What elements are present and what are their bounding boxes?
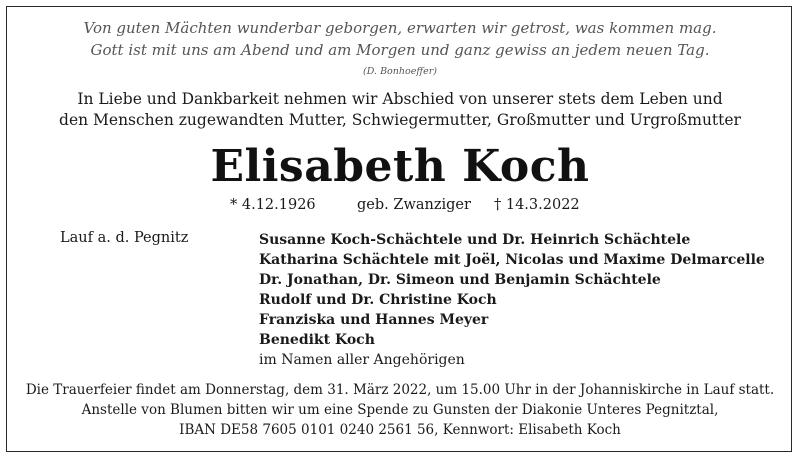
intro-line-1: In Liebe und Dankbarkeit nehmen wir Abschied von unserer stets dem Leben und	[77, 90, 723, 108]
maiden-name: geb. Zwanziger	[357, 197, 471, 213]
death-date: † 14.3.2022	[494, 197, 580, 213]
mourners-list	[259, 230, 765, 370]
mourner-line: Dr. Jonathan, Dr. Simeon und Benjamin Schächtele	[259, 272, 661, 288]
mourner-line: Susanne Koch-Schächtele und Dr. Heinrich Schächtele	[259, 232, 691, 248]
mourner-line: Katharina Schächtele mit Joël, Nicolas und Maxime Delmarcelle	[259, 252, 765, 268]
deceased-name: Elisabeth Koch	[210, 141, 590, 192]
quote-line-2: Gott ist mit uns am Abend und am Morgen und ganz gewiss an jedem neuen Tag.	[90, 41, 710, 59]
mourners-closing: im Namen aller Angehörigen	[259, 352, 465, 368]
place-of-residence: Lauf a. d. Pegnitz	[60, 230, 189, 246]
mourner-line: Benedikt Koch	[259, 332, 375, 348]
mourner-line: Rudolf und Dr. Christine Koch	[259, 292, 497, 308]
mourner-line: Franziska und Hannes Meyer	[259, 312, 489, 328]
quote-source: (D. Bonhoeffer)	[363, 66, 437, 77]
bank-details: IBAN DE58 7605 0101 0240 2561 56, Kennwort: Elisabeth Koch	[179, 422, 621, 438]
donation-notice: Anstelle von Blumen bitten wir um eine Spende zu Gunsten der Diakonie Unteres Pegnitztal,	[81, 402, 719, 418]
ceremony-notice: Die Trauerfeier findet am Donnerstag, dem 31. März 2022, um 15.00 Uhr in der Johanniskirche in Lauf statt.	[25, 382, 775, 398]
intro-line-2: den Menschen zugewandten Mutter, Schwiegermutter, Großmutter und Urgroßmutter	[59, 111, 741, 129]
quote-line-1: Von guten Mächten wunderbar geborgen, erwarten wir getrost, was kommen mag.	[83, 19, 717, 37]
birth-date: * 4.12.1926	[230, 197, 316, 213]
